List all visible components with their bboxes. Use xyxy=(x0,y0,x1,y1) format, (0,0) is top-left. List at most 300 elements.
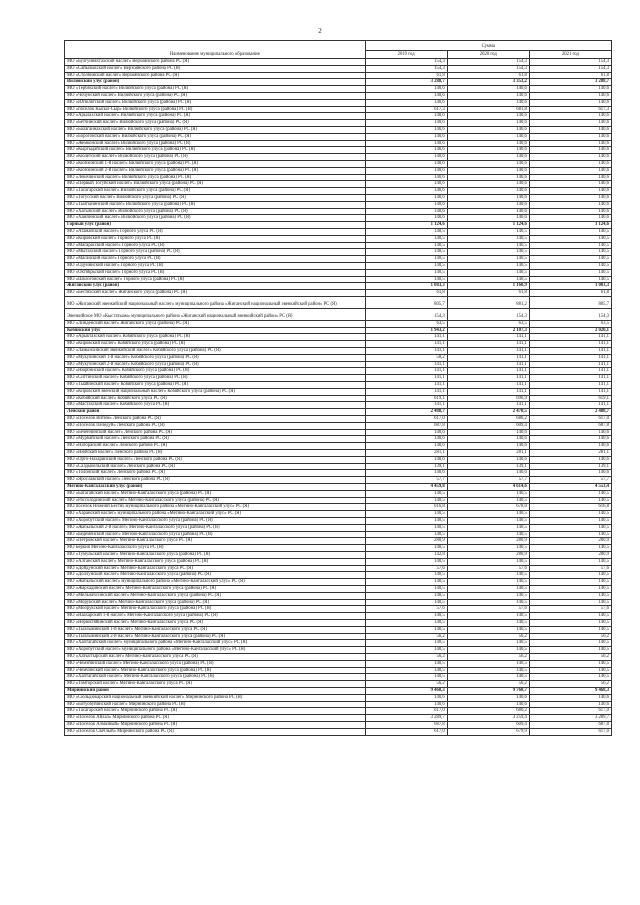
table-row xyxy=(65,477,612,484)
municipality-name-cell: МО «Тыайинский наслег» Кобяйского улуса (района) РС (Я) xyxy=(65,382,366,389)
amount-2020-cell: 280,9 xyxy=(447,538,529,545)
amount-2020-cell: 141,1 xyxy=(447,348,529,355)
municipality-name-cell: МО «Тасагарский наслег» Мирнинского района РС (Я) xyxy=(65,708,366,715)
table-row xyxy=(65,120,612,127)
municipality-name-cell: МО «Поселок Витим» Ленского района РС (Я) xyxy=(65,416,366,423)
table-row xyxy=(65,660,612,667)
amount-2020-cell: 140,6 xyxy=(447,215,529,222)
amount-2021-cell: 141,1 xyxy=(529,361,611,368)
amount-2021-cell: 3 289,7 xyxy=(529,715,611,722)
amount-2020-cell: 140,6 xyxy=(447,113,529,120)
amount-2020-cell: 140,6 xyxy=(447,154,529,161)
amount-2019-cell: 9 468,3 xyxy=(365,687,447,694)
amount-2020-cell: 140,5 xyxy=(447,613,529,620)
amount-2019-cell: 4 459,8 xyxy=(365,484,447,491)
municipality-name-cell: МО «Хаптагайский наслег» муниципального района «Мегино-Кангаласский улус» РС (Я) xyxy=(65,640,366,647)
table-row xyxy=(65,348,612,355)
district-total-row xyxy=(65,283,612,290)
municipality-name-cell: МО «Жабыльский 2-й наслег» Мегино-Кангаласского улуса (района) РС (Я) xyxy=(65,524,366,531)
table-row xyxy=(65,154,612,161)
table-row xyxy=(65,235,612,242)
amount-2020-cell: 140,5 xyxy=(447,558,529,565)
amount-2019-cell: 140,6 xyxy=(365,694,447,701)
amount-2020-cell: 140,5 xyxy=(447,647,529,654)
table-row xyxy=(65,551,612,558)
amount-2021-cell: 140,5 xyxy=(529,228,611,235)
amount-2021-cell: 140,5 xyxy=(529,235,611,242)
table-row xyxy=(65,653,612,660)
amount-2019-cell: 140,6 xyxy=(365,126,447,133)
amount-2019-cell: 154,3 xyxy=(365,59,447,66)
table-row xyxy=(65,470,612,477)
sum-column-header: Сумма xyxy=(365,41,611,51)
table-row xyxy=(65,538,612,545)
municipality-name-cell: МО «Нерюктяйинский наслег» Мегино-Кангаласского улуса РС (Я) xyxy=(65,619,366,626)
amount-2020-cell: 140,6 xyxy=(447,167,529,174)
amount-2019-cell: 140,5 xyxy=(365,545,447,552)
municipality-name-cell: МО «Октябрьский наслег» Горного улуса РС (Я) xyxy=(65,269,366,276)
table-row xyxy=(65,592,612,599)
amount-2019-cell: 142,8 xyxy=(365,551,447,558)
municipality-name-cell: МО «Хагынский наслег» Вилюйского улуса (района) РС (Я) xyxy=(65,208,366,215)
municipality-name-cell: МО «Ботуобуйинский наслег» Мирнинского района РС (Я) xyxy=(65,701,366,708)
table-row xyxy=(65,647,612,654)
municipality-name-cell: МО «Тербяхский наслег» Вилюйского улуса (района) РС (Я) xyxy=(65,86,366,93)
municipality-name-cell: МО «Столбинский наслег» Верхоянского района РС (Я) xyxy=(65,72,366,79)
year-2021-header: 2021 год xyxy=(529,51,611,59)
amount-2019-cell: 140,5 xyxy=(365,235,447,242)
amount-2021-cell: 141,1 xyxy=(529,334,611,341)
amount-2019-cell: 140,6 xyxy=(365,181,447,188)
municipality-name-cell: МО «Мельжехсинский наслег» Мегино-Кангаласского улуса (района) РС (Я) xyxy=(65,592,366,599)
amount-2020-cell: 4 614,6 xyxy=(447,484,529,491)
table-row xyxy=(65,422,612,429)
table-row xyxy=(65,262,612,269)
table-row xyxy=(65,721,612,728)
amount-2020-cell: 140,5 xyxy=(447,599,529,606)
amount-2020-cell: 140,5 xyxy=(447,497,529,504)
amount-2019-cell: 140,6 xyxy=(365,443,447,450)
amount-2020-cell: 140,5 xyxy=(447,256,529,263)
amount-2019-cell: 57,7 xyxy=(365,477,447,484)
amount-2021-cell: 1 124,6 xyxy=(529,222,611,229)
amount-2021-cell: 140,6 xyxy=(529,443,611,450)
municipality-name-cell: МО «Нюрбинский наслег» Кобяйского улуса (района) РС (Я) xyxy=(65,368,366,375)
amount-2021-cell: 140,5 xyxy=(529,490,611,497)
amount-2019-cell: 57,6 xyxy=(365,565,447,572)
table-row xyxy=(65,113,612,120)
amount-2019-cell: 805,7 xyxy=(365,296,447,308)
amount-2019-cell: 140,5 xyxy=(365,613,447,620)
amount-2019-cell: 140,6 xyxy=(365,133,447,140)
table-row xyxy=(65,188,612,195)
municipality-name-cell: МО «Чочунский наслег» Вилюйского улуса (района) РС (Я) xyxy=(65,92,366,99)
municipality-name-cell: МО «Хатыстырский наслег» Мегино-Кангаласского улуса РС (Я) xyxy=(65,653,366,660)
municipality-name-cell: МО «Томторский наслег» Мегино-Кангаласского улуса РС (Я) xyxy=(65,681,366,688)
amount-2021-cell: 281,1 xyxy=(529,450,611,457)
table-body xyxy=(65,59,612,736)
amount-2019-cell: 140,5 xyxy=(365,585,447,592)
municipality-name-cell: МО «Поселок Светлый» Мирнинского района РС (Я) xyxy=(65,728,366,735)
municipality-name-cell: МО «Беченчинский наслег» Ленского района РС (Я) xyxy=(65,429,366,436)
amount-2021-cell: 140,6 xyxy=(529,208,611,215)
municipality-name-cell: МО «Поселок Айхал» Мирнинского района РС (Я) xyxy=(65,715,366,722)
amount-2019-cell: 141,1 xyxy=(365,348,447,355)
table-row xyxy=(65,106,612,113)
table-row xyxy=(65,334,612,341)
municipality-name-cell: МО «Линденский наслег» Жиганского улуса (района) РС (Я) xyxy=(65,320,366,327)
amount-2020-cell: 140,6 xyxy=(447,470,529,477)
amount-2019-cell: 2 488,7 xyxy=(365,409,447,416)
amount-2020-cell: 140,6 xyxy=(447,429,529,436)
table-row xyxy=(65,276,612,283)
amount-2021-cell: 154,3 xyxy=(529,65,611,72)
amount-2019-cell: 140,5 xyxy=(365,511,447,518)
district-total-row xyxy=(65,409,612,416)
amount-2019-cell: 56,2 xyxy=(365,681,447,688)
municipality-name-cell: МО «Хоробутский наслег» Мегино-Кангаласского улуса (района) РС (Я) xyxy=(65,518,366,525)
municipality-name-cell: МО «Мастахский наслег» Кобяйского улуса РС (Я) xyxy=(65,402,366,409)
amount-2020-cell: 140,6 xyxy=(447,201,529,208)
table-row xyxy=(65,72,612,79)
amount-2019-cell: 154,3 xyxy=(365,308,447,320)
table-row xyxy=(65,388,612,395)
amount-2021-cell: 140,5 xyxy=(529,269,611,276)
amount-2020-cell: 140,5 xyxy=(447,667,529,674)
amount-2019-cell: 140,6 xyxy=(365,429,447,436)
table-row xyxy=(65,436,612,443)
table-row xyxy=(65,320,612,327)
amount-2021-cell: 617,0 xyxy=(529,728,611,735)
municipality-name-cell: МО «Дойдунский наслег» Мегино-Кангаласского улуса РС (Я) xyxy=(65,565,366,572)
amount-2019-cell: 140,6 xyxy=(365,201,447,208)
municipality-name-cell: МО «Чемэйинский наслег» Мегино-Кангаласского улуса (района) РС (Я) xyxy=(65,660,366,667)
amount-2019-cell: 139,1 xyxy=(365,463,447,470)
amount-2021-cell: 140,5 xyxy=(529,249,611,256)
municipality-name-cell: МО «Бедеменский наслег» Мегино-Кангаласского улуса (района) РС (Я) xyxy=(65,531,366,538)
amount-2020-cell: 141,1 xyxy=(447,354,529,361)
table-row xyxy=(65,585,612,592)
table-row xyxy=(65,443,612,450)
municipality-name-cell: Мирнинский район xyxy=(65,687,366,694)
table-row xyxy=(65,395,612,402)
amount-2019-cell: 140,6 xyxy=(365,701,447,708)
amount-2021-cell: 141,1 xyxy=(529,388,611,395)
amount-2020-cell: 57,6 xyxy=(447,565,529,572)
amount-2021-cell: 141,1 xyxy=(529,341,611,348)
amount-2021-cell: 140,5 xyxy=(529,262,611,269)
amount-2019-cell: 1 124,6 xyxy=(365,222,447,229)
amount-2021-cell: 154,3 xyxy=(529,308,611,320)
amount-2021-cell: 140,6 xyxy=(529,701,611,708)
amount-2021-cell: 616,8 xyxy=(529,504,611,511)
table-row xyxy=(65,133,612,140)
amount-2020-cell: 140,5 xyxy=(447,585,529,592)
amount-2019-cell: 140,5 xyxy=(365,269,447,276)
amount-2020-cell: 140,5 xyxy=(447,518,529,525)
district-total-row xyxy=(65,327,612,334)
amount-2021-cell: 140,6 xyxy=(529,86,611,93)
amount-2019-cell: 617,3 xyxy=(365,106,447,113)
municipality-name-cell: МО «поселок Кысыл-Сыр» Вилюйского улуса (района) РС (Я) xyxy=(65,106,366,113)
amount-2019-cell: 140,5 xyxy=(365,647,447,654)
table-row xyxy=(65,65,612,72)
amount-2020-cell: 3 353,2 xyxy=(447,79,529,86)
amount-2020-cell: 140,5 xyxy=(447,262,529,269)
municipality-name-cell: МО «Тумульский наслег» Мегино-Кангаласского улуса (района) РС (Я) xyxy=(65,551,366,558)
municipality-name-cell: МО «Мурбайский наслег» Ленского района РС (Я) xyxy=(65,436,366,443)
amount-2021-cell: 56,2 xyxy=(529,633,611,640)
amount-2021-cell: 805,7 xyxy=(529,296,611,308)
amount-2019-cell: 1 083,3 xyxy=(365,283,447,290)
amount-2020-cell: 140,6 xyxy=(447,140,529,147)
table-row xyxy=(65,579,612,586)
amount-2020-cell: 61,8 xyxy=(447,72,529,79)
amount-2021-cell: 140,5 xyxy=(529,531,611,538)
amount-2021-cell: 154,3 xyxy=(529,59,611,66)
table-row xyxy=(65,545,612,552)
municipality-name-cell: МО «Арыктахский наслег» Кобяйского улуса (района) РС (Я) xyxy=(65,334,366,341)
amount-2021-cell: 140,5 xyxy=(529,613,611,620)
amount-2021-cell: 140,6 xyxy=(529,140,611,147)
amount-2021-cell: 140,5 xyxy=(529,558,611,565)
amount-2021-cell: 140,5 xyxy=(529,647,611,654)
municipality-name-cell: МО «Ситтинский наслег» Кобяйского улуса (района) РС (Я) xyxy=(65,375,366,382)
table-row xyxy=(65,450,612,457)
amount-2020-cell: 679,9 xyxy=(447,728,529,735)
amount-2021-cell: 140,5 xyxy=(529,524,611,531)
amount-2021-cell: 140,6 xyxy=(529,113,611,120)
table-row xyxy=(65,140,612,147)
amount-2020-cell: 696,9 xyxy=(447,395,529,402)
table-row xyxy=(65,463,612,470)
amount-2020-cell: 140,5 xyxy=(447,674,529,681)
amount-2021-cell: 617,0 xyxy=(529,416,611,423)
table-row xyxy=(65,228,612,235)
amount-2020-cell: 154,3 xyxy=(447,308,529,320)
amount-2021-cell: 140,6 xyxy=(529,167,611,174)
municipality-name-cell: Жиганский улус (район) xyxy=(65,283,366,290)
municipality-name-cell: МО «Кировский эвенский национальный наслег» Кобяйского улуса (района) РС (Я) xyxy=(65,388,366,395)
amount-2019-cell: 140,5 xyxy=(365,592,447,599)
amount-2021-cell: 280,9 xyxy=(529,538,611,545)
municipality-name-cell: МО «Магарасский наслег» Горного улуса РС (Я) xyxy=(65,242,366,249)
table-row xyxy=(65,626,612,633)
amount-2021-cell: 140,6 xyxy=(529,160,611,167)
amount-2021-cell: 140,5 xyxy=(529,667,611,674)
amount-2020-cell: 154,3 xyxy=(447,65,529,72)
table-row xyxy=(65,456,612,463)
table-row xyxy=(65,606,612,613)
municipality-name-cell: МО «Натораский наслег» Ленского района РС (Я) xyxy=(65,443,366,450)
amount-2020-cell: 140,6 xyxy=(447,443,529,450)
table-row xyxy=(65,256,612,263)
amount-2021-cell: 140,6 xyxy=(529,154,611,161)
municipality-name-cell: МО «Маганский наслег» Горного улуса РС (Я) xyxy=(65,256,366,263)
table-row xyxy=(65,667,612,674)
amount-2019-cell: 616,8 xyxy=(365,504,447,511)
amount-2021-cell: 140,5 xyxy=(529,545,611,552)
municipality-name-cell: Вилюйский улус (район) xyxy=(65,79,366,86)
amount-2021-cell: 140,6 xyxy=(529,133,611,140)
amount-2020-cell: 140,5 xyxy=(447,592,529,599)
municipality-name-cell: МО «Моорукский наслег» Мегино-Кангаласского улуса (района) РС (Я) xyxy=(65,606,366,613)
amount-2019-cell: 687,8 xyxy=(365,422,447,429)
amount-2019-cell: 140,5 xyxy=(365,619,447,626)
amount-2021-cell: 141,1 xyxy=(529,382,611,389)
district-total-row xyxy=(65,484,612,491)
amount-2021-cell: 140,5 xyxy=(529,585,611,592)
amount-2019-cell: 140,6 xyxy=(365,470,447,477)
municipality-name-cell: МО «Булгунняхтахский наслег» Верхоянского района РС (Я) xyxy=(65,59,366,66)
amount-2021-cell: 2 020,1 xyxy=(529,327,611,334)
amount-2020-cell: 61,8 xyxy=(447,290,529,297)
amount-2021-cell: 140,5 xyxy=(529,660,611,667)
municipality-name-cell: МО «Жемконский наслег» Вилюйского улуса (района) РС (Я) xyxy=(65,140,366,147)
table-row xyxy=(65,613,612,620)
amount-2019-cell: 61,8 xyxy=(365,290,447,297)
amount-2020-cell: 56,2 xyxy=(447,633,529,640)
table-row xyxy=(65,296,612,308)
amount-2020-cell: 680,2 xyxy=(447,708,529,715)
table-row xyxy=(65,565,612,572)
amount-2020-cell: 140,6 xyxy=(447,86,529,93)
amount-2019-cell: 141,1 xyxy=(365,382,447,389)
municipality-name-cell: МО «Арылахский наслег» Вилюйского улуса (района) РС (Я) xyxy=(65,113,366,120)
amount-2020-cell: 140,6 xyxy=(447,160,529,167)
amount-2019-cell: 140,5 xyxy=(365,256,447,263)
amount-2021-cell: 141,1 xyxy=(529,368,611,375)
amount-2021-cell: 140,6 xyxy=(529,436,611,443)
municipality-name-cell: МО «Тогусский наслег» Вилюйского улуса (района) РС (Я) xyxy=(65,194,366,201)
amount-2021-cell: 140,5 xyxy=(529,579,611,586)
amount-2020-cell: 140,5 xyxy=(447,228,529,235)
amount-2020-cell: 141,1 xyxy=(447,341,529,348)
table-row xyxy=(65,619,612,626)
amount-2020-cell: 681,8 xyxy=(447,106,529,113)
municipality-name-cell: МО «Жиганский эвенкийский национальный наслег» муниципального района «Жиганский национальный эвенкийский район» РС (Я) xyxy=(65,296,366,308)
municipality-name-cell: МО «Первый Тогуйский наслег» Вилюйского улуса (района) РС (Я) xyxy=(65,181,366,188)
amount-2020-cell: 140,6 xyxy=(447,436,529,443)
amount-2019-cell: 140,6 xyxy=(365,456,447,463)
amount-2021-cell: 617,0 xyxy=(529,708,611,715)
amount-2021-cell: 141,1 xyxy=(529,348,611,355)
amount-2020-cell: 140,6 xyxy=(447,174,529,181)
amount-2019-cell: 141,1 xyxy=(365,334,447,341)
amount-2020-cell: 140,5 xyxy=(447,572,529,579)
amount-2019-cell: 687,8 xyxy=(365,721,447,728)
amount-2019-cell: 140,6 xyxy=(365,86,447,93)
municipality-name-cell: МО «Кюбэинский 2-й наслег» Вилюйского улуса (района) РС (Я) xyxy=(65,167,366,174)
amount-2019-cell: 141,1 xyxy=(365,375,447,382)
amount-2019-cell: 617,0 xyxy=(365,728,447,735)
amount-2021-cell: 140,6 xyxy=(529,174,611,181)
amount-2020-cell: 141,1 xyxy=(447,375,529,382)
municipality-name-cell: Мегино-Кангаласский улус (район) xyxy=(65,484,366,491)
municipality-name-cell: Горный улус (район) xyxy=(65,222,366,229)
page-number: 2 xyxy=(318,27,322,35)
amount-2021-cell: 140,6 xyxy=(529,147,611,154)
municipality-name-cell: МО «Ярославский наслег» Ленского района РС (Я) xyxy=(65,477,366,484)
amount-2019-cell: 140,6 xyxy=(365,436,447,443)
table-row xyxy=(65,167,612,174)
table-row xyxy=(65,497,612,504)
amount-2020-cell: 609,4 xyxy=(447,721,529,728)
amount-2019-cell: 154,3 xyxy=(365,65,447,72)
table-row xyxy=(65,694,612,701)
amount-2019-cell: 140,6 xyxy=(365,194,447,201)
municipality-name-cell: МО «Бетчинский наслег» Вилюйского улуса (района) РС (Я) xyxy=(65,120,366,127)
municipality-name-cell: МО «Доллунский наслег» Мегино-Кангаласского улуса (района) РС (Я) xyxy=(65,572,366,579)
amount-2021-cell: 3 288,7 xyxy=(529,79,611,86)
amount-2020-cell: 140,6 xyxy=(447,188,529,195)
amount-2021-cell: 140,5 xyxy=(529,518,611,525)
amount-2020-cell: 140,6 xyxy=(447,133,529,140)
municipality-name-cell: МО «Петровский наслег» Мегино-Кангаласского улуса РС (Я) xyxy=(65,538,366,545)
amount-2019-cell: 140,5 xyxy=(365,579,447,586)
municipality-name-cell: МО «Ламынхинский эвенкийский наслег» Кобяйского улуса (района) РС (Я) xyxy=(65,348,366,355)
municipality-name-cell: МО «Орто-Нахаринский наслег» Ленского района РС (Я) xyxy=(65,456,366,463)
table-row xyxy=(65,572,612,579)
table-row xyxy=(65,490,612,497)
amount-2021-cell: 140,6 xyxy=(529,429,611,436)
amount-2021-cell: 140,6 xyxy=(529,201,611,208)
table-row xyxy=(65,524,612,531)
amount-2019-cell: 141,1 xyxy=(365,361,447,368)
municipality-name-cell: МО «Тылгынинский наслег» Вилюйского улуса (района) РС (Я) xyxy=(65,201,366,208)
municipality-name-cell: МО «Мытахский наслег» Горного улуса (района) РС (Я) xyxy=(65,249,366,256)
amount-2019-cell: 140,6 xyxy=(365,188,447,195)
amount-2019-cell: 1 943,2 xyxy=(365,327,447,334)
amount-2020-cell: 63,5 xyxy=(447,320,529,327)
amount-2021-cell: 140,5 xyxy=(529,242,611,249)
amount-2020-cell: 140,6 xyxy=(447,147,529,154)
amount-2020-cell: 140,6 xyxy=(447,194,529,201)
amount-2021-cell: 63,5 xyxy=(529,320,611,327)
table-row xyxy=(65,558,612,565)
table-row xyxy=(65,290,612,297)
amount-2020-cell: 140,6 xyxy=(447,126,529,133)
table-row xyxy=(65,674,612,681)
amount-2020-cell: 140,5 xyxy=(447,511,529,518)
amount-2021-cell: 140,6 xyxy=(529,181,611,188)
amount-2021-cell: 141,1 xyxy=(529,402,611,409)
amount-2019-cell: 140,6 xyxy=(365,215,447,222)
amount-2019-cell: 140,5 xyxy=(365,667,447,674)
amount-2019-cell: 140,6 xyxy=(365,160,447,167)
table-row xyxy=(65,181,612,188)
amount-2019-cell: 140,5 xyxy=(365,490,447,497)
municipality-name-cell: МО «Тыллыминский 1-й наслег» Мегино-Кангаласского улуса РС (Я) xyxy=(65,626,366,633)
amount-2020-cell: 57,7 xyxy=(447,477,529,484)
amount-2021-cell: 140,5 xyxy=(529,640,611,647)
amount-2019-cell: 140,6 xyxy=(365,147,447,154)
amount-2020-cell: 140,6 xyxy=(447,694,529,701)
municipality-name-cell: МО «Кобяйский наслег» Кобяйского улуса РС (Я) xyxy=(65,395,366,402)
amount-2019-cell: 3 288,7 xyxy=(365,79,447,86)
table-row xyxy=(65,382,612,389)
table-row xyxy=(65,728,612,735)
municipality-name-cell: МО «Рассолодинский наслег» Мегино-Кангаласского улуса (района) РС (Я) xyxy=(65,497,366,504)
amount-2020-cell: 140,6 xyxy=(447,92,529,99)
amount-2019-cell: 140,6 xyxy=(365,92,447,99)
table-row xyxy=(65,269,612,276)
table-row xyxy=(65,242,612,249)
municipality-name-cell: МО «Мукучинский 2-й наслег» Кобяйского улуса (района) РС (Я) xyxy=(65,361,366,368)
amount-2021-cell: 140,6 xyxy=(529,194,611,201)
amount-2019-cell: 617,0 xyxy=(365,416,447,423)
municipality-column-header: Наименование муниципального образования xyxy=(65,41,366,59)
